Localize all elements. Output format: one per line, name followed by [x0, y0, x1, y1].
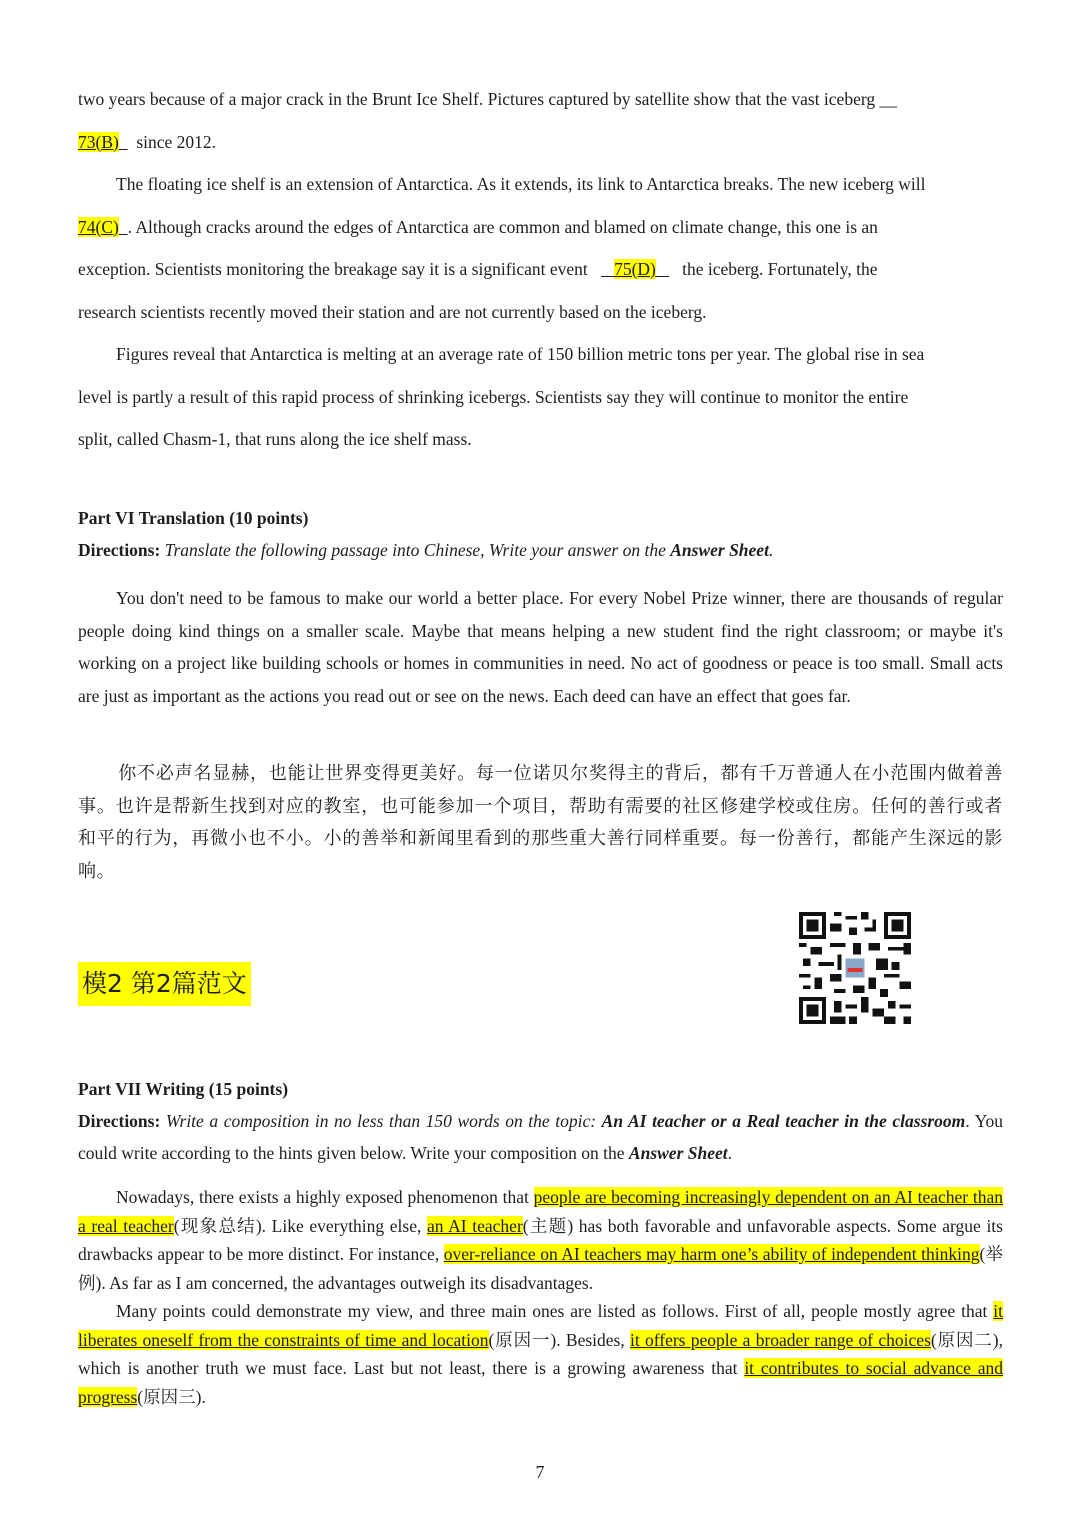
- reading-line: [78, 121, 1003, 164]
- text-span: Figures reveal that Antarctica is melting at an average rate of 150 billion metric tons per year. The global rise in sea: [116, 344, 925, 364]
- highlight: it contributes to social advance and progress: [78, 1358, 1003, 1407]
- highlight: over-reliance on AI teachers may harm one’s ability of independent thinking: [443, 1244, 980, 1264]
- directions: Directions: Write a composition in no less than 150 words on the topic: An AI teacher or a Real teacher in the classroom. You could write according to the hints given below. Write your composition on the Answer Sheet.: [78, 1111, 1004, 1163]
- reading-line: [78, 291, 1003, 334]
- reading-line: [78, 248, 1003, 291]
- text-span: two years because of a major crack in the Brunt Ice Shelf. Pictures captured by satellite show that the vast iceberg: [78, 89, 876, 109]
- text-span: split, called Chasm-1, that runs along the ice shelf mass.: [78, 429, 472, 449]
- text-span: the iceberg. Fortunately, the: [682, 259, 878, 279]
- essay-paragraph: Many points could demonstrate my view, and three main ones are listed as follows. First of all, people mostly agree that it liberates oneself from the constraints of time and location(原因一). Besides, it offers people a broader range of choices(原因二), which is another truth we must face. Last but not least, there is a growing awareness that it contributes to social advance and progress(原因三).: [78, 1301, 1004, 1407]
- answer-blank-74: 74(C): [78, 216, 119, 237]
- text-span: research scientists recently moved their station and are not currently based on the iceberg.: [78, 301, 707, 322]
- model-essay-title: 模2 第2篇范文: [78, 962, 251, 1006]
- reading-line: [78, 376, 1003, 419]
- highlight: it liberates oneself from the constraints of time and location: [78, 1301, 1003, 1350]
- text-span: The floating ice shelf is an extension of Antarctica. As it extends, its link to Antarctica breaks. The new iceberg will: [116, 174, 926, 194]
- reading-line: [78, 163, 1003, 206]
- translation-section: [78, 502, 1003, 566]
- reading-line: [78, 206, 1003, 249]
- reading-line: [78, 418, 1003, 461]
- highlight: people are becoming increasingly dependent on an AI teacher than a real teacher: [78, 1187, 1004, 1236]
- section-heading: Part VI Translation (10 points): [78, 508, 309, 528]
- blank-prefix: __: [879, 89, 897, 109]
- highlight: an AI teacher: [427, 1215, 523, 1236]
- translation-chinese: 你不必声名显赫，也能让世界变得更美好。每一位诺贝尔奖得主的背后，都有千万普通人在小范围内做着善事。也许是帮新生找到对应的教室，也可能参加一个项目，帮助有需要的社区修建学校或住房。任何的善行或者和平的行为，再微小也不小。小的善举和新闻里看到的那些重大善行同样重要。每一份善行，都能产生深远的影响。: [78, 763, 1003, 882]
- reading-passage: [78, 78, 1003, 461]
- reading-line: [78, 78, 1003, 121]
- writing-essay: [78, 1183, 1003, 1411]
- writing-section: [78, 1073, 1003, 1169]
- reading-line: [78, 333, 1003, 376]
- text-span: level is partly a result of this rapid process of shrinking icebergs. Scientists say they will continue to monitor the entire: [78, 386, 909, 407]
- text-span: since 2012.: [136, 131, 217, 152]
- text-span: exception. Scientists monitoring the breakage say it is a significant event: [78, 259, 588, 279]
- essay-paragraph: Nowadays, there exists a highly exposed phenomenon that people are becoming increasingly dependent on an AI teacher than a real teacher(现象总结). Like everything else, an AI teacher(主题) has both favorable and unfavorable aspects. Some argue its drawbacks appear to be more distinct. For instance, over-reliance on AI teachers may harm one’s ability of independent thinking(举例). As far as I am concerned, the advantages outweigh its disadvantages.: [78, 1187, 1004, 1293]
- answer-blank-73: 73(B): [78, 131, 119, 152]
- translation-english: You don't need to be famous to make our world a better place. For every Nobel Prize winner, there are thousands of regular people doing kind things on a smaller scale. Maybe that means helping a new student find the right classroom; or maybe it's working on a project like building schools or homes in communities in need. No act of goodness or peace is too small. Small acts are just as important as the actions you read out or see on the news. Each deed can have an effect that goes far.: [78, 588, 1003, 706]
- page-number: 7: [535, 1462, 545, 1482]
- qr-code: [798, 912, 912, 1024]
- highlight: it offers people a broader range of choices: [630, 1329, 931, 1350]
- text-span: . Although cracks around the edges of Antarctica are common and blamed on climate change, this one is an: [127, 216, 878, 237]
- directions: Directions: Translate the following passage into Chinese, Write your answer on the Answer Sheet.: [78, 540, 774, 560]
- section-heading: Part VII Writing (15 points): [78, 1079, 289, 1099]
- answer-blank-75: 75(D): [614, 259, 656, 279]
